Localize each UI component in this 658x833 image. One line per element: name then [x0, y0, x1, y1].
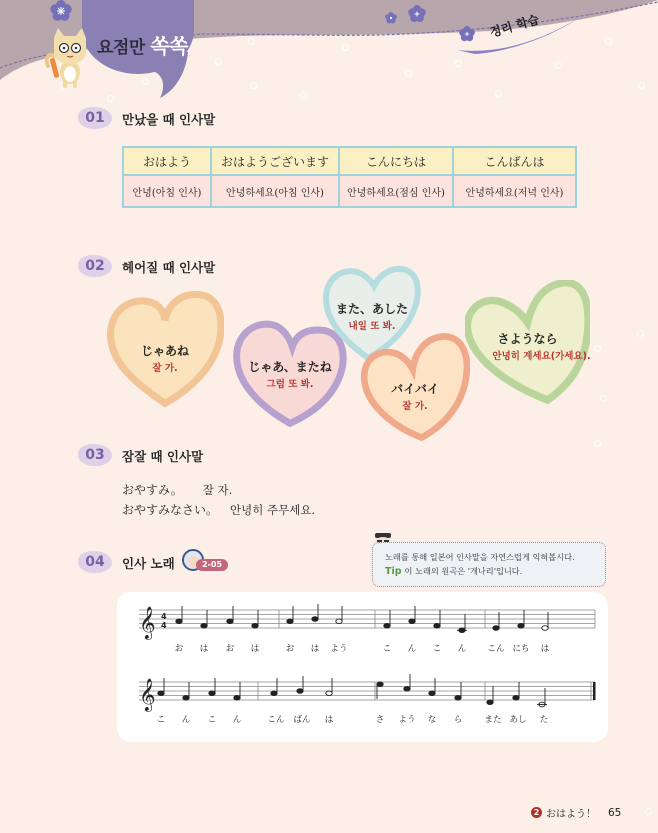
lyric: ら: [453, 715, 463, 725]
svg-text:4: 4: [161, 621, 167, 630]
sleep-greeting-1: [122, 481, 232, 498]
section-title-02: 헤어질 때 인사말: [122, 260, 216, 275]
music-staff: [117, 592, 608, 742]
lyric: こん: [487, 644, 505, 654]
lyric: た: [539, 715, 549, 725]
tip-label: Tip: [385, 566, 402, 577]
lyric: にち: [512, 644, 530, 654]
greeting-table-jp-row: [123, 147, 576, 175]
lyric: お: [225, 644, 235, 654]
lyric: よう: [330, 644, 348, 654]
lyric: は: [324, 715, 334, 725]
lyric: よう: [398, 715, 416, 725]
section-title-04: 인사 노래: [122, 556, 175, 571]
table-cell: こんばんは: [453, 147, 576, 175]
svg-text:𝄞: 𝄞: [139, 678, 156, 711]
chapter-number-badge: 2: [531, 807, 542, 818]
section-number-03: 03: [78, 444, 112, 466]
greeting-table-ko-row: [123, 175, 576, 207]
sleep-greeting-2: [122, 501, 315, 518]
page-number: 65: [608, 806, 622, 819]
heart-ko-text: 잘 가.: [402, 401, 428, 412]
lyric: ん: [232, 715, 242, 725]
table-cell: 안녕하세요(저녁 인사): [453, 175, 576, 207]
section-number-01: 01: [78, 107, 112, 129]
lyric: ばん: [293, 715, 311, 725]
lyric: お: [285, 644, 295, 654]
lyric: は: [250, 644, 260, 654]
lyric: ん: [457, 644, 467, 654]
lyric: あし: [509, 715, 527, 725]
track-number: 2-05: [196, 559, 228, 571]
heart-jp-text: さようなら: [497, 332, 558, 346]
lyric: な: [427, 715, 437, 725]
heart-ko-text: 그럼 또 봐.: [266, 379, 314, 390]
table-cell: おはようございます: [211, 147, 339, 175]
heart-ko-text: 내일 또 봐.: [348, 321, 396, 332]
page-footer: [531, 805, 621, 820]
flower-icon: [50, 0, 72, 22]
lyric: こ: [432, 644, 442, 654]
heart-jp-text: バイバイ: [391, 382, 439, 396]
greeting-table: [122, 146, 577, 208]
lyric: また: [484, 715, 502, 725]
lyric: こ: [207, 715, 217, 725]
page-title: 요점만 쏙쏙: [97, 34, 188, 58]
tip-box: [372, 542, 606, 587]
section-number-02: 02: [78, 255, 112, 277]
svg-text:𝄞: 𝄞: [139, 606, 156, 639]
page-title-accent: 쏙쏙: [150, 34, 188, 58]
section-title-01: 만났을 때 인사말: [122, 112, 216, 127]
flower-icon: [408, 5, 426, 23]
lyric: は: [199, 644, 209, 654]
summary-tag: 정리 학습: [488, 12, 541, 40]
lyric: お: [174, 644, 184, 654]
lyric: ん: [407, 644, 417, 654]
flower-icon: [385, 12, 397, 24]
heart-card-sayounara: [465, 280, 590, 388]
heart-jp-text: じゃあね: [140, 344, 189, 358]
lyric: こ: [382, 644, 392, 654]
heart-ko-text: 잘 가.: [152, 363, 178, 374]
section-number-04: 04: [78, 551, 112, 573]
music-sheet: [117, 592, 608, 742]
lyric: は: [540, 644, 550, 654]
lyric: さ: [375, 715, 385, 725]
heart-card-baibai: [360, 332, 470, 444]
heart-ko-text: 안녕히 계세요(가세요).: [492, 351, 591, 362]
sleep-ko: 잘 자.: [202, 483, 233, 497]
table-cell: こんにちは: [339, 147, 453, 175]
table-cell: 안녕하세요(점심 인사): [339, 175, 453, 207]
lyric: こん: [267, 715, 285, 725]
heart-jp-text: じゃあ、またね: [248, 360, 332, 374]
table-cell: 안녕하세요(아침 인사): [211, 175, 339, 207]
section-title-03: 잠잘 때 인사말: [122, 449, 204, 464]
heart-card-jaane: [106, 290, 224, 402]
lyric: ん: [181, 715, 191, 725]
table-cell: 안녕(아침 인사): [123, 175, 211, 207]
tip-line-1: 노래를 통해 일본어 인사말을 자연스럽게 익혀봅시다.: [385, 552, 575, 562]
sleep-ko: 안녕히 주무세요.: [230, 503, 316, 517]
tip-text: 이 노래의 원곡은 '개나리'입니다.: [404, 566, 523, 576]
lyric: こ: [156, 715, 166, 725]
table-cell: おはよう: [123, 147, 211, 175]
audio-track-button[interactable]: [182, 549, 230, 573]
tip-line-2: [385, 564, 595, 579]
svg-text:4: 4: [161, 612, 167, 621]
sleep-jp: おやすみなさい。: [122, 503, 219, 517]
lyric: は: [310, 644, 320, 654]
heart-jp-text: また、あした: [335, 302, 408, 316]
chapter-title: おはよう！: [546, 809, 596, 820]
cat-mascot-icon: [44, 28, 94, 88]
sleep-jp: おやすみ。: [122, 483, 183, 497]
